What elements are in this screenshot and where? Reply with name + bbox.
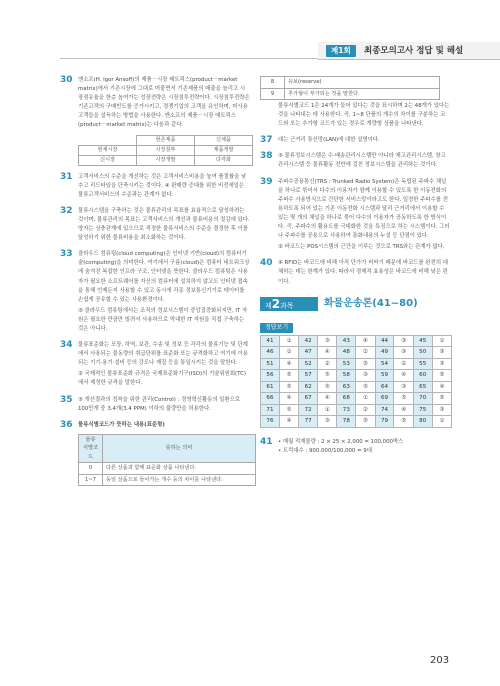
header-title: 최종모의고사 정답 및 해설 (364, 46, 464, 56)
answer-row (261, 393, 452, 405)
question-33 (60, 250, 250, 334)
answer-choice: ⑤ (432, 370, 451, 382)
answer-question-number: 47 (299, 347, 318, 359)
table-cell: 8 (261, 77, 285, 89)
answer-choice: ④ (279, 358, 298, 370)
question-37 (260, 136, 450, 145)
answer-choice: ④ (432, 381, 451, 393)
explanation-text: 대는 근거리 통신망(LAN)에 대한 설명이다. (278, 137, 380, 144)
logistics-code-table-cont (260, 76, 440, 100)
answer-choice: ⑤ (432, 393, 451, 405)
answer-question-number: 45 (413, 335, 432, 347)
question-number: 33 (60, 249, 73, 260)
answer-question-number: 72 (299, 404, 318, 416)
question-39 (260, 178, 450, 253)
col-header: 현존제품 (137, 135, 195, 145)
explanation-text: 물류식별코드가 뜻하는 내용(표준형) (78, 421, 165, 428)
answer-choice: ② (318, 358, 337, 370)
answer-choice: ③ (432, 404, 451, 416)
explanation-text: ⑤ 물류정보시스템은 수·배송관리시스템만 아니라 재고관리시스템, 창고관리시스템 등 물류활동 전반에 걸친 정보시스템을 관리하는 것이다. (278, 153, 446, 169)
answer-question-number: 58 (337, 370, 356, 382)
answer-row (261, 370, 452, 382)
question-number: 40 (260, 258, 273, 269)
question-38 (260, 152, 450, 170)
answer-question-number: 43 (337, 335, 356, 347)
answer-choice: ① (279, 335, 298, 347)
explanation-text: 물류식별코드 1은 24개가 들어 있다는 것을 표시하며 2는 48개가 있다는 것을 나타내는 데 사용한다. 즉, 1~8 단품의 개수의 차이를 구분하는 코드와 또는 추가형 코드가 있는 경우로 개량형 상품을 나타낸다. (278, 103, 450, 128)
answer-choice: ⑤ (394, 416, 413, 428)
row-header: 현재시장 (79, 145, 137, 155)
answer-question-number: 75 (413, 404, 432, 416)
answer-row (261, 347, 452, 359)
table-cell: 0 (79, 463, 103, 475)
section-label-prefix: 제 (265, 301, 272, 310)
answer-choice: ③ (394, 335, 413, 347)
page-number: 203 (430, 655, 450, 666)
answer-question-number: 64 (375, 381, 394, 393)
question-number: 37 (260, 135, 273, 146)
answer-choice: ⑤ (356, 358, 375, 370)
answer-question-number: 74 (375, 404, 394, 416)
answer-question-number: 73 (337, 404, 356, 416)
answer-choice: ④ (394, 404, 413, 416)
answer-question-number: 79 (375, 416, 394, 428)
answer-choice: ② (356, 404, 375, 416)
answer-choice: ③ (394, 381, 413, 393)
answer-choice: ③ (356, 370, 375, 382)
answer-question-number: 44 (375, 335, 394, 347)
row-header: 신시장 (79, 155, 137, 165)
answer-question-number: 41 (261, 335, 280, 347)
answer-row (261, 381, 452, 393)
question-32 (60, 207, 250, 243)
answer-choice: ② (356, 347, 375, 359)
answer-choice: ⑤ (279, 381, 298, 393)
question-number: 39 (260, 176, 273, 187)
answer-choice: ① (318, 404, 337, 416)
table-cell: 1~7 (79, 474, 103, 486)
answer-choice: ④ (279, 393, 298, 405)
answer-question-number: 55 (413, 358, 432, 370)
section-header (260, 295, 450, 313)
answer-choice: ① (279, 347, 298, 359)
answer-choice: ① (356, 393, 375, 405)
answer-key (260, 323, 450, 428)
answer-row (261, 335, 452, 347)
answer-row (261, 416, 452, 428)
explanation-text: 앤소프(H. Igor Ansoff)의 제품－시장 매트릭스(product－market matrix)에서 기존시장에 그대로 머물면서 기존제품의 매출을 늘리고 시장점유율을 한층 높여가는 성장전략은 시장침투전략이다. 시장침투전략은 기존고객의 구매빈도를 증가시키고, 경쟁기업의 고객을 유인하며, 미사용 고객들을 설득하는 방법을 사용한다. 앤소프의 제품－시장 매트릭스(product－market matrix)는 다음과 같다. (78, 77, 250, 129)
table-cell: 동일 상품으로 들어가는 개수 등의 차이를 나타낸다. (103, 474, 256, 486)
explanation-subtext: ② 국제적인 물류표준화 규격은 국제표준화기구(ISO)의 기술위원회(TC)에서 제정한 규격을 말한다. (78, 371, 246, 387)
explanation-text: 물류표준화는 포장, 하역, 보관, 수송 및 정보 등 각각의 물류기능 및 단계에서 사용되는 물동량의 취급단위를 표준화 또는 규격화하고 여기에 이용되는 기기·용기·설비 등의 강도나 재질 등을 통일시키는 것을 말한다. (78, 342, 248, 367)
answer-choice: ① (432, 335, 451, 347)
question-number: 35 (60, 394, 73, 405)
answer-question-number: 49 (375, 347, 394, 359)
answer-question-number: 53 (337, 358, 356, 370)
question-number: 30 (60, 75, 73, 85)
answer-choice: ⑤ (279, 370, 298, 382)
answer-choice: ④ (279, 416, 298, 428)
explanation-subtext: ② 바코드는 POS시스템의 근간을 이루는 것으로 TRS와는 관계가 없다. (278, 244, 445, 251)
explanation-text: ④ RFID는 바코드에 비해 아직 단가가 비싸기 때문에 바코드를 완전히 대체하는 데는 한계가 있다. 따라서 경제적 효용성은 바코드에 비해 낮은 편이다. (278, 260, 448, 285)
answer-question-number: 46 (261, 347, 280, 359)
answer-question-number: 69 (375, 393, 394, 405)
question-number: 31 (60, 171, 73, 182)
answer-question-number: 60 (413, 370, 432, 382)
exam-round-badge: 제1회 (326, 45, 356, 57)
answer-question-number: 54 (375, 358, 394, 370)
answer-choice: ③ (318, 416, 337, 428)
table-cell: 다른 상품과 함께 표준화 상품 나타낸다. (103, 463, 256, 475)
answer-question-number: 42 (299, 335, 318, 347)
section-number: 2 (271, 296, 281, 311)
answer-choice: ⑤ (318, 381, 337, 393)
answer-row (261, 404, 452, 416)
table-cell: 시장개발 (137, 155, 195, 165)
answer-question-number: 56 (261, 370, 280, 382)
table-cell: 다각화 (195, 155, 253, 165)
answer-choice: ③ (432, 347, 451, 359)
question-36 (60, 421, 250, 487)
col-header: 신제품 (195, 135, 253, 145)
right-column (260, 76, 450, 456)
col-header: 물류 식별코드 (79, 434, 103, 463)
logistics-code-table (78, 434, 256, 487)
answer-choice: ① (432, 416, 451, 428)
answer-question-number: 77 (299, 416, 318, 428)
answer-question-number: 68 (337, 393, 356, 405)
answer-choice: ③ (432, 358, 451, 370)
answer-choice: ⑤ (356, 381, 375, 393)
question-number: 36 (60, 419, 73, 430)
section-label-suffix: 과목 (280, 301, 294, 310)
answer-question-number: 65 (413, 381, 432, 393)
question-number: 32 (60, 205, 73, 216)
answer-choice: ④ (318, 393, 337, 405)
answer-choice: ③ (394, 347, 413, 359)
col-header: 뜻하는 의미 (103, 434, 256, 463)
section-label (260, 297, 318, 311)
calc-line: • 트럭대수 : 900,000/100,000 = 9대 (278, 447, 372, 454)
answer-row (261, 358, 452, 370)
question-34 (60, 341, 250, 388)
answer-key-tag: 정답보기 (260, 323, 293, 333)
calc-line: • 매월 적재물량 : 2 × 25 × 2,000 = 100,000박스 (278, 438, 404, 445)
answer-question-number: 63 (337, 381, 356, 393)
answer-choice: ⑤ (356, 416, 375, 428)
question-number: 38 (260, 151, 273, 162)
answer-question-number: 51 (261, 358, 280, 370)
explanation-text: ⑤ 개선결과의 정착을 위한 관리(Control) : 경영혁신활동의 일환으로 100만개 중 3.4개(3.4 PPM) 이하의 불량만을 허용한다. (78, 396, 241, 412)
answer-question-number: 48 (337, 347, 356, 359)
table-cell: 제품개발 (195, 145, 253, 155)
question-31 (60, 173, 250, 200)
question-41 (260, 438, 450, 456)
answer-question-number: 78 (337, 416, 356, 428)
table-cell: 시장침투 (137, 145, 195, 155)
explanation-subtext: ③ 클라우드 컴퓨팅에서는 조직의 정보시스템이 중앙집중화되지만, IT 자원은 필요한 만큼만 빌려서 사용하므로 막대한 IT 자원을 직접 구축하는 것은 아니다. (78, 307, 248, 332)
answer-choice: ⑤ (279, 404, 298, 416)
explanation-text: 물류시스템을 구축하는 것은 물류관리의 목표를 효율적으로 달성하려는 것이며, 물류관리의 목표는 고객서비스의 개선과 물류비용의 절감에 있다. 양자는 상충관계에 있으므로 적정한 물류서비스의 수준을 결정한 후 이를 달성하기 위한 물류비용을 최소화하는 것이다. (78, 207, 250, 242)
answer-choice: ④ (394, 370, 413, 382)
answer-question-number: 61 (261, 381, 280, 393)
answer-choice: ⑤ (394, 393, 413, 405)
answer-question-number: 67 (299, 393, 318, 405)
answer-question-number: 50 (413, 347, 432, 359)
question-40 (260, 259, 450, 286)
answer-choice: ④ (318, 347, 337, 359)
question-35 (60, 396, 250, 414)
answer-question-number: 57 (299, 370, 318, 382)
explanation-text: 고객서비스의 수준을 개선하는 것은 고객서비스비용을 높여 품절률을 낮추고 리드타임을 단축시키는 것이다. ④ 판매량 증대를 위한 비전세일은 물류고객서비스의 수준과는 관계가 없다. (78, 173, 247, 198)
answer-question-number: 80 (413, 416, 432, 428)
answer-key-table (260, 335, 452, 428)
section-title: 화물운송론(41~80) (324, 297, 418, 309)
question-number: 34 (60, 340, 73, 351)
answer-question-number: 70 (413, 393, 432, 405)
page-header (318, 42, 500, 60)
answer-question-number: 66 (261, 393, 280, 405)
answer-choice: ② (394, 358, 413, 370)
answer-question-number: 59 (375, 370, 394, 382)
answer-question-number: 52 (299, 358, 318, 370)
question-30 (60, 76, 250, 166)
answer-question-number: 76 (261, 416, 280, 428)
table-cell: 추가형이 부가되는 것을 말한다. (285, 88, 440, 100)
answer-question-number: 62 (299, 381, 318, 393)
header-divider (60, 58, 318, 59)
table-cell: 유보(reserve) (285, 77, 440, 89)
question-number: 41 (260, 436, 273, 447)
table-cell: 9 (261, 88, 285, 100)
answer-question-number: 71 (261, 404, 280, 416)
left-column (60, 76, 250, 493)
explanation-text: 주파수공용통신(TRS : Trunked Radio System)은 독립된 주파수 채널을 하나로 묶어서 다수의 이용자가 함께 이용할 수 있도록 한 이동전화의 주파수 사용방식으로 간단한 서비스망이라고도 한다. 일정한 주파수를 전용하도록 되어 있는 기존 이동전화 시스템과 달리 근거리에서 이용할 수 있는 몇 개의 채널을 하나로 묶어 다수의 이용자가 공동하도록 한 방식이다. 즉, 주파수의 활용도를 극대화한 것을 특징으로 하는 시스템이다. 그러나 주파수를 공용으로 사용하여 통화내용의 누설 등 단점이 있다. (278, 178, 450, 240)
ansoff-matrix-table (78, 135, 253, 166)
answer-choice: ③ (318, 335, 337, 347)
answer-choice: ④ (356, 335, 375, 347)
answer-choice: ⑤ (318, 370, 337, 382)
explanation-text: 클라우드 컴퓨팅(cloud computing)은 인터넷 기반(cloud)의 컴퓨터기술(computing)을 의미한다. 여기에서 구름(cloud)은 컴퓨터 네트워크상에 숨겨진 복잡한 인프라 구조, 인터넷을 뜻한다. 클라우드 컴퓨팅은 사용자가 필요한 소프트웨어를 자신의 컴퓨터에 설치하지 않고도 인터넷 접속을 통해 언제든지 사용할 수 있고 동시에 각종 정보통신기기로 데이터를 손쉽게 공유할 수 있는 사용환경이다. (78, 251, 250, 303)
